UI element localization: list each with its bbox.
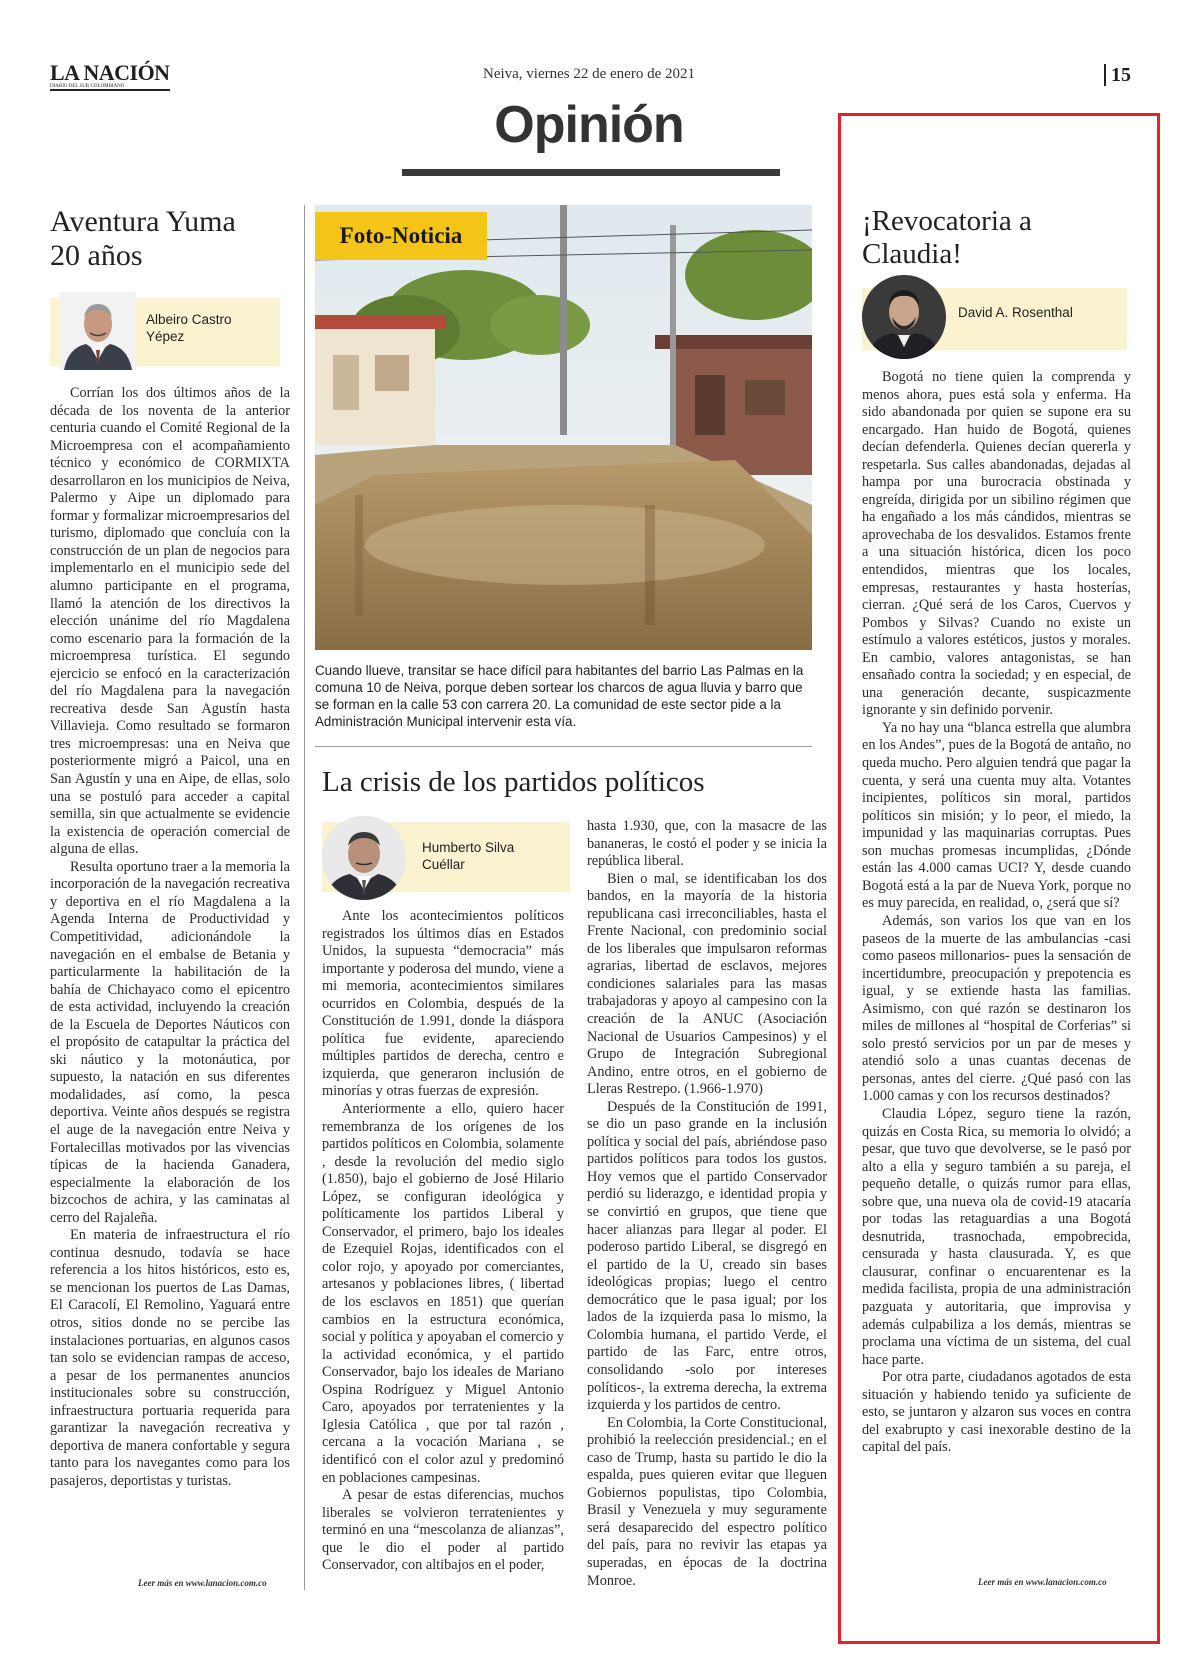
author-photo (60, 292, 136, 370)
paragraph: Anteriormente a ello, quiero hacer remembranza de los orígenes de los partidos políticos en Colombia, solamente , desde la revolución del medio siglo (1.850), bajo el gobierno de José Hilario López, se configuran ideológica y políticamente los partidos Liberal y Conservador, el primero, bajo los ideales de Ezequiel Rojas, identificados con el color rojo, y apoyado por comerciantes, artesanos y poblaciones libres, ( libertad de los esclavos en 1851) que querían cambios en la estructura económica, social y política y apoyaban el comercio y la actividad económica, y el partido Conservador, bajo los ideales de Mariano Ospina Rodríguez y Miguel Antonio Caro, apoyados por terratenientes y la Iglesia Católica , que por tal razón , cercana a la vocación Mariana , se identificó con el color azul y predominó en poblaciones campesinas. (322, 1101, 564, 1486)
section-rule (402, 169, 780, 176)
author-photo (862, 275, 946, 359)
foto-noticia-tag: Foto-Noticia (315, 212, 487, 260)
page-number: 15 (1104, 64, 1131, 86)
portrait-icon (322, 816, 406, 900)
title-line: ¡Revocatoria a (862, 205, 1032, 237)
read-more-link[interactable]: Leer más en www.lanacion.com.co (138, 1578, 267, 1588)
author-name-line: Cuéllar (422, 856, 465, 872)
article-title-crisis: La crisis de los partidos políticos (322, 766, 705, 798)
author-name: David A. Rosenthal (958, 305, 1073, 320)
photo-caption: Cuando llueve, transitar se hace difícil para habitantes del barrio Las Palmas en la comuna 10 de Neiva, porque deben sortear los charcos de agua lluvia y barro que se forman en la calle 53 con carrera 20. La comunidad de este sector pide a la Administración Municipal intervenir esta vía. (315, 663, 804, 729)
logo-tagline: DIARIO DEL SUR COLOMBIANO (50, 84, 125, 89)
paragraph: Bogotá no tiene quien la comprenda y menos ahora, pues está sola y enferma. Ha sido abandonada por quien se supone era su encargado. Han huido de Bogotá, quienes decían defenderla. Quienes decían quererla y respetarla. Sus calles abandonadas, dejadas al hampa por una burocracia obstinada y engreída, dirigida por un sibilino régimen que ha engañado a los más cándidos, mientras se aprovechaba de los desvalidos. Estamos frente a una situación histórica, dicen los poco entendidos, mientras que los locales, empresas, restaurantes y hasta hosterías, cierran. ¿Qué será de los Caros, Cuervos y Pombos y Silvas? Cuando no existe un estímulo a valores estéticos, justos y morales. En cambio, valores antagonistas, se han ensañado contra la sociedad; y en especial, de una generación decante, suspicazmente ignorante y sin definido porvenir. (862, 369, 1131, 719)
portrait-icon (60, 292, 136, 370)
read-more-link[interactable]: Leer más en www.lanacion.com.co (978, 1577, 1107, 1587)
article-body-crisis-col2 (587, 818, 827, 1590)
news-photo (315, 205, 812, 650)
flooded-street-photo (315, 205, 812, 650)
paragraph: hasta 1.930, que, con la masacre de las bananeras, le costó el poder y se inicia la república liberal. (587, 818, 827, 870)
portrait-icon (862, 275, 946, 359)
title-line: Aventura Yuma (50, 205, 236, 238)
author-box-claudia (862, 288, 1127, 350)
article-body-crisis-col1 (322, 908, 564, 1575)
paragraph: Además, son varios los que van en los paseos de la muerte de las ambulancias -casi como paseos millonarios- pues la sensación de incertidumbre, preocupación y prepotencia es igual, y se extiende hasta las familias. Asimismo, con qué razón se destinaron los miles de millones al “hospital de Corferias” si solo prestó servicios por un par de meses y atendió solo a unas cuantas decenas de personas, antes del cierre. ¿Qué pasó con las 1.000 camas y con los recursos destinados? (862, 912, 1131, 1105)
paragraph: Corrían los dos últimos años de la década de los noventa de la anterior centuria cuando el Comité Regional de la Microempresa con el acompañamiento técnico y económico de CORMIXTA desarrollaron en los municipios de Neiva, Palermo y Aipe un diplomado para formar y formalizar microempresarios del turismo, diplomado que concluía con la construcción de un plan de negocios para implementarlo en el municipio sede del alumno participante en el programa, llamó la atención de los directivos la elección unánime del río Magdalena como escenario para la formación de la microempresa turística. El segundo ejercicio se enfocó en la caracterización del río Magdalena para la navegación recreativa desde San Agustín hasta Villavieja. Como resultado se formaron tres microempresas: una en Neiva que posteriormente migró a Paicol, una en San Agustín y una en Aipe, de ellas, solo una se postuló para acceder a capital semilla, sin que actualmente se evidencie la existencia de operación comercial de alguna de ellas. (50, 385, 290, 858)
paragraph: En materia de infraestructura el río continua desnudo, todavía se hace referencia a los hitos históricos, esto es, se mencionan los puertos de Las Damas, El Caracolí, El Remolino, Yaguará entre otros, sitios donde no se percibe las instalaciones portuarias, en algunos casos tan solo se evidencian rampas de acceso, a pesar de los permanentes anuncios institucionales sobre su construcción, infraestructura portuaria requerida para garantizar la navegación recreativa y deportiva de manera confortable y segura tanto para los navegantes como para los pasajeros, deportistas y turistas. (50, 1227, 290, 1489)
article-title-claudia (862, 205, 1142, 271)
paragraph: Bien o mal, se identificaban los dos bandos, en la mayoría de la historia republicana casi irreconciliables, hasta el Frente Nacional, con predominio social de los liberales que impulsaron reformas agrarias, libertad de esclavos, mejores condiciones salariales para las masas trabajadoras y apoyo al campesino con la creación de la ANUC (Asociación Nacional de Usuarios Campesinos) y el Grupo de Integración Subregional Andino, entre otros, en el gobierno de Lleras Restrepo. (1.966-1.970) (587, 870, 827, 1098)
author-box-yuma (50, 298, 280, 366)
dateline: Neiva, viernes 22 de enero de 2021 (482, 66, 695, 82)
column-divider (304, 205, 305, 1590)
author-name-line: Albeiro Castro (146, 312, 232, 327)
article-title-yuma (50, 205, 295, 273)
title-line: Claudia! (862, 237, 962, 270)
paragraph: Resulta oportuno traer a la memoria la incorporación de la navegación recreativa y deportiva en el río Magdalena a la Agenda Interna de Productividad y Competitividad, adicionándole la navegación en el embalse de Betania y particularmente la habilitación de la bahía de Chichayaco como el epicentro de esta actividad, incluyendo la creación de la Escuela de Deportes Náuticos con el propósito de catapultar la práctica del ski náutico y la motonáutica, por supuesto, la natación en sus diferentes modalidades, así como, la pesca deportiva. Veinte años después se registra el auge de la navegación entre Neiva y Fortalecillas motivados por las vivencias típicas de la hacienda Ganadera, especialmente la elaboración de los bizcochos de achira, y las caminatas al cerro del Rajaleña. (50, 858, 290, 1226)
author-name (422, 840, 514, 874)
author-name (146, 312, 232, 346)
article-body-claudia (862, 369, 1131, 1457)
title-line: 20 años (50, 238, 143, 272)
author-photo (322, 816, 406, 900)
author-name-line: Humberto Silva (422, 840, 515, 855)
paragraph: Ante los acontecimientos políticos registrados los últimos días en Estados Unidos, la supuesta “democracia” más importante y poderosa del mundo, viene a mi memoria, acontecimientos similares ocurridos en Colombia, después de la Constitución de 1.991, donde la diáspora política fue evidente, apareciendo múltiples partidos de derecha, centro e izquierda, que generaron inclusión de minorías y otras fuerzas de expresión. (322, 908, 564, 1100)
paragraph: Claudia López, seguro tiene la razón, quizás en Costa Rica, su memoria lo olvidó; a pesar, que tuvo que devolverse, se le pasó por alto a ella y seguro también a su pareja, el pequeño detalle, o quizás rumor para ellas, sobre que, una nueva ola de covid-19 atacaría por todas las retaguardias a una Bogotá desnutrida, trasnochada, empobrecida, censurada y hasta clausurada. Y, es que clausurar, confinar o encuarentenar es la medida facilista, propia de una administración pazguata y autoritaria, que improvisa y además culpabiliza a los demás, mientras se proclama una víctima de un sistema, del cual hace parte. (862, 1105, 1131, 1368)
paragraph: A pesar de estas diferencias, muchos liberales se volvieron terratenientes y terminó en una “mescolanza de alianzas”, que le dio el poder al partido Conservador, con altibajos en el poder, (322, 1487, 564, 1574)
article-body-yuma (50, 385, 290, 1490)
paragraph: En Colombia, la Corte Constitucional, prohibió la reelección presidencial.; en el caso de Trump, hasta su partido le dio la espalda, pues quieren evitar que lleguen Gobiernos populistas, tipo Colombia, Brasil y Venezuela y muy seguramente será desaparecido del espectro político del país, para no revivir las etapas ya superadas, en épocas de la doctrina Monroe. (587, 1414, 827, 1589)
paragraph: Después de la Constitución de 1991, se dio un paso grande en la inclusión política y social del país, abriéndose paso partidos políticos para todos los gustos. Hoy vemos que el partido Conservador perdió su liderazgo, e identidad propia y se convirtió en grupos, que tiene que hacer alianzas para llegar al poder. El poderoso partido Liberal, se disgregó en el partido de la U, creado sin bases ideológicas propias; luego el centro democrático que le pasa igual; por los lados de la izquierda pasa lo mismo, la Colombia humana, el partido Verde, el partido de las Farc, entre otros, consolidando -solo por intereses políticos-, la extrema derecha, la extrema izquierda y los partidos de centro. (587, 1098, 827, 1414)
author-name-line: Yépez (146, 328, 185, 344)
paragraph: Ya no hay una “blanca estrella que alumbra en los Andes”, pues de la Bogotá de antaño, no queda mucho. Pero alguien tendrá que pagar la cuenta, y será una cuenta muy alta. Votantes incipientes, políticos sin moral, partidos políticos sin misión; y lo peor, el miedo, la impunidad y las maquinarias corruptas. Pues son muchas promesas incumplidas, ¿Dónde están las 4.000 camas UCI? Y, desde cuando Bogotá está a la par de Nueva York, porque no es muy parecida, en realidad, o, ¿será que sí? (862, 719, 1131, 912)
paragraph: Por otra parte, ciudadanos agotados de esta situación y habiendo tenido ya suficiente de esto, se juntaron y alzaron sus voces en contra del exabrupto y casi inexorable destino de la capital del país. (862, 1369, 1131, 1456)
section-title: Opinión (494, 96, 684, 154)
section-divider (315, 746, 812, 747)
logo-text: LA NACIÓN (50, 60, 170, 85)
author-box-crisis (322, 822, 570, 892)
